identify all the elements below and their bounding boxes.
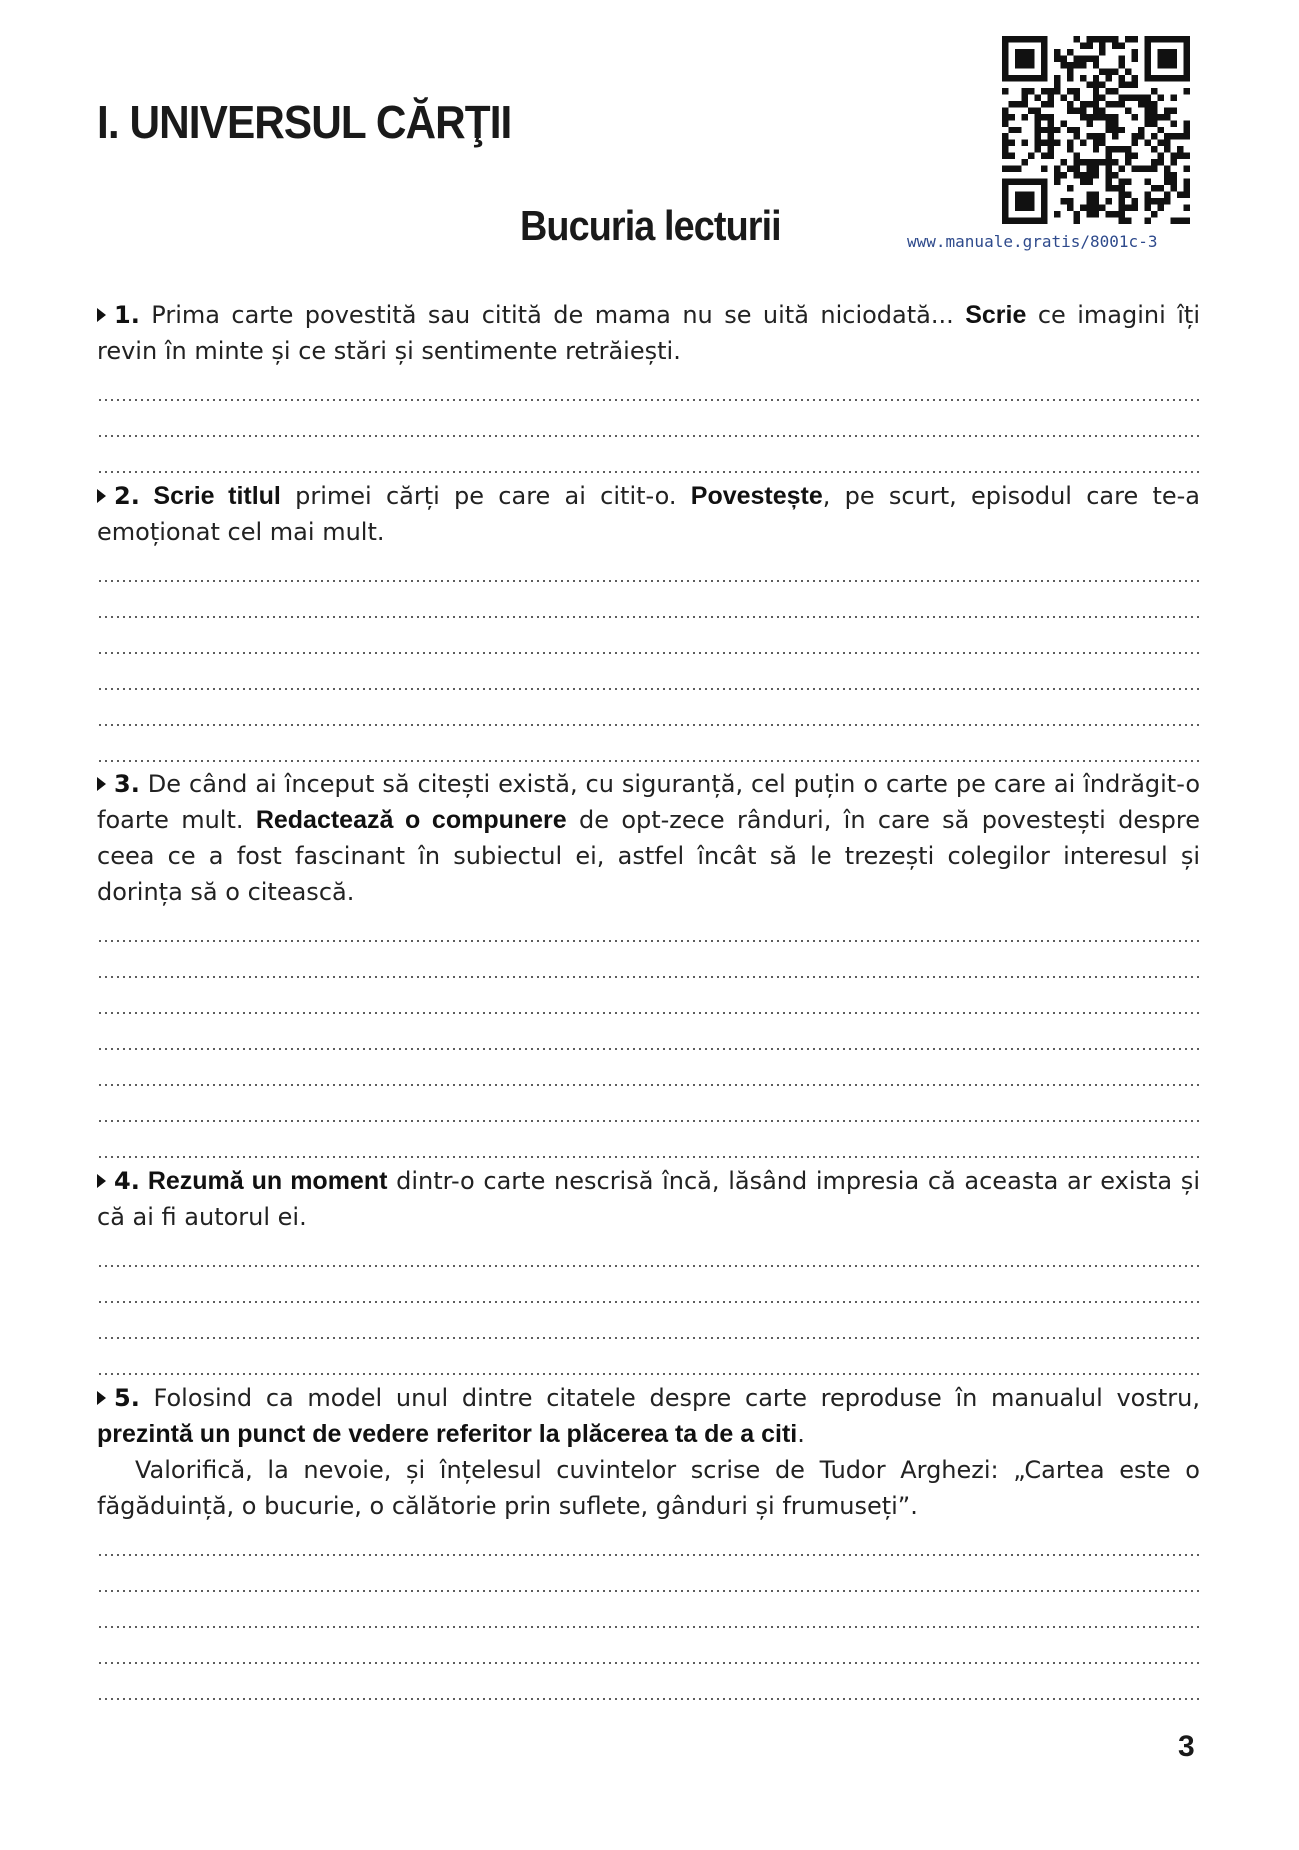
exercise-instruction: Redactează o compunere xyxy=(255,806,567,834)
answer-line[interactable] xyxy=(97,550,1200,586)
exercise-number: 3. xyxy=(114,770,140,798)
exercise-text: De când ai început să citești există, cu siguranță, cel puțin o carte pe care ai îndrăgit-o foarte mult. xyxy=(97,770,1200,834)
exercise-3 xyxy=(97,766,1200,1162)
answer-line[interactable] xyxy=(97,1343,1200,1379)
answer-line[interactable] xyxy=(97,730,1200,766)
chapter-title: I. UNIVERSUL CĂRŢII xyxy=(97,96,512,148)
exercise-number: 4. xyxy=(114,1167,140,1195)
answer-line[interactable] xyxy=(97,946,1200,982)
exercise-instruction: prezintă un punct de vedere referitor la plăcerea ta de a citi xyxy=(97,1420,798,1448)
qr-url-text[interactable]: www.manuale.gratis/8001c-3 xyxy=(907,232,1158,251)
exercise-1 xyxy=(97,297,1200,477)
qr-code[interactable] xyxy=(1002,36,1190,224)
bullet-triangle-icon xyxy=(97,1174,106,1188)
answer-line[interactable] xyxy=(97,910,1200,946)
answer-line[interactable] xyxy=(97,1307,1200,1343)
answer-line[interactable] xyxy=(97,1090,1200,1126)
exercise-text: . xyxy=(797,1420,805,1448)
exercise-text: de opt-zece rânduri, în care să povestești despre ceea ce a fost fascinant în subiectul ei, astfel încât să le trezești colegilor interesul și dorința să o citească. xyxy=(97,806,1201,906)
exercise-text: , pe scurt, episodul care te-a emoționat cel mai mult. xyxy=(97,482,1200,546)
answer-line[interactable] xyxy=(97,982,1200,1018)
exercise-2 xyxy=(97,478,1200,766)
exercise-5 xyxy=(97,1380,1200,1704)
exercise-number: 2. xyxy=(114,482,140,510)
exercise-number: 1. xyxy=(114,301,140,329)
answer-line[interactable] xyxy=(97,1560,1200,1596)
exercise-instruction: Rezumă un moment xyxy=(139,1167,388,1195)
exercise-instruction: Scrie titlul xyxy=(139,482,281,510)
exercise-number: 5. xyxy=(114,1384,140,1412)
answer-line[interactable] xyxy=(97,369,1200,405)
exercise-4 xyxy=(97,1163,1200,1379)
answer-line[interactable] xyxy=(97,405,1200,441)
answer-line[interactable] xyxy=(97,1271,1200,1307)
answer-line[interactable] xyxy=(97,1126,1200,1162)
bullet-triangle-icon xyxy=(97,489,106,503)
lesson-title: Bucuria lecturii xyxy=(520,202,781,249)
page-number: 3 xyxy=(1178,1730,1195,1763)
exercise-instruction: Povestește xyxy=(690,482,823,510)
exercise-text: Folosind ca model unul dintre citatele despre carte reproduse în manualul vostru, xyxy=(139,1384,1200,1412)
answer-line[interactable] xyxy=(97,441,1200,477)
answer-line[interactable] xyxy=(97,1235,1200,1271)
exercise-text: dintr-o carte nescrisă încă, lăsând impresia că aceasta ar exista și că ai fi autorul ei. xyxy=(97,1167,1200,1231)
exercise-quote-paragraph: Valorifică, la nevoie, și înțelesul cuvintelor scrise de Tudor Arghezi: „Cartea este o făgăduință, o bucurie, o călătorie prin suflete, gânduri și frumuseți”. xyxy=(97,1456,1200,1520)
answer-line[interactable] xyxy=(97,1596,1200,1632)
answer-line[interactable] xyxy=(97,1668,1200,1704)
bullet-triangle-icon xyxy=(97,308,106,322)
answer-line[interactable] xyxy=(97,694,1200,730)
answer-line[interactable] xyxy=(97,658,1200,694)
exercise-text: Prima carte povestită sau citită de mama nu se uită niciodată... xyxy=(139,301,966,329)
bullet-triangle-icon xyxy=(97,777,106,791)
answer-line[interactable] xyxy=(97,1054,1200,1090)
answer-line[interactable] xyxy=(97,1524,1200,1560)
qr-code-image xyxy=(1002,36,1190,224)
answer-line[interactable] xyxy=(97,1018,1200,1054)
answer-line[interactable] xyxy=(97,586,1200,622)
answer-line[interactable] xyxy=(97,1632,1200,1668)
answer-line[interactable] xyxy=(97,622,1200,658)
exercise-text: primei cărți pe care ai citit-o. xyxy=(280,482,691,510)
bullet-triangle-icon xyxy=(97,1391,106,1405)
exercise-text: ce imagini îți revin în minte și ce stări și sentimente retrăiești. xyxy=(97,301,1200,365)
exercise-instruction: Scrie xyxy=(965,301,1027,329)
